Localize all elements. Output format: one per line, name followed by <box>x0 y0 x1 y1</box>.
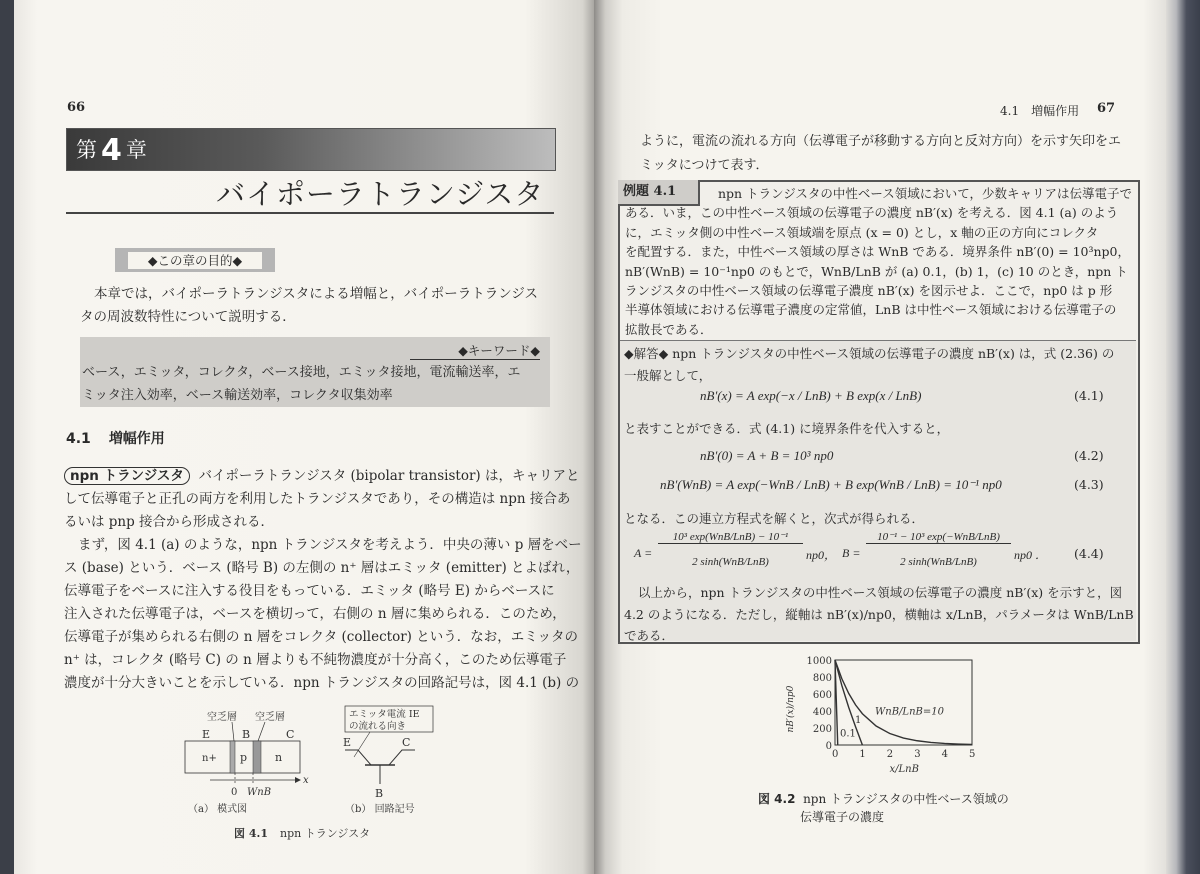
body-text <box>64 465 582 695</box>
figure-4-2-caption <box>758 790 1009 807</box>
region-n: n <box>275 751 283 764</box>
text-line: 一般解として， <box>624 367 712 383</box>
chapter-title: バイポーラトランジスタ <box>216 177 545 211</box>
text-line: ミッタにつけて表す． <box>640 158 769 173</box>
label-C: C <box>286 728 295 741</box>
page-number-right: 67 <box>1097 101 1116 116</box>
equation-number-4-1: (4.1) <box>1074 388 1104 403</box>
caption-line-1: npn トランジスタの中性ベース領域の <box>803 792 1009 806</box>
x-axis-label: x/LnB <box>889 764 919 775</box>
subcaption-b: （b） 回路記号 <box>345 804 415 815</box>
keyword-list <box>82 361 521 407</box>
series-annotation: WnB/LnB=10 <box>875 706 944 718</box>
text-line: 注入された伝導電子は，ベースを横切って，右側の n 層に集められる．このため， <box>64 606 566 622</box>
example-text <box>625 184 1132 339</box>
x-tick-label: 2 <box>886 749 894 760</box>
text-line: るいは pnp 接合から形成される． <box>64 514 275 530</box>
running-head: 4.1 増幅作用 <box>1000 104 1080 118</box>
equation-4-3: nB′(WnB) = A exp(−WnB / LnB) + B exp(WnB / LnB) = 10⁻¹ np0 <box>660 477 1002 492</box>
callout-line-1: エミッタ電流 IE <box>349 709 420 720</box>
figure-4-2-chart <box>770 650 990 780</box>
page-number-left: 66 <box>67 100 86 115</box>
x-tick-label: 3 <box>914 749 921 760</box>
keyword-tag: npn トランジスタ <box>64 467 190 485</box>
example-label: 例題 4.1 <box>618 180 700 206</box>
section-title: 増幅作用 <box>108 431 165 447</box>
symbol-E: E <box>343 736 352 749</box>
text-line: 4.2 のようになる．ただし，縦軸は nB′(x)/np0，横軸は x/LnB，パラメータは WnB/LnB <box>624 606 1134 622</box>
subcaption-a: （a） 模式図 <box>188 804 248 815</box>
conclusion-text <box>624 582 1134 647</box>
x-tick-label: 4 <box>941 749 948 760</box>
y-tick-label: 400 <box>812 707 832 718</box>
chapter-prefix: 第 <box>76 138 97 162</box>
figure-4-1-caption: npn トランジスタ <box>280 827 371 840</box>
equation-number-4-3: (4.3) <box>1074 477 1104 492</box>
equation-4-1: nB′(x) = A exp(−x / LnB) + B exp(x / LnB) <box>700 388 922 403</box>
eq-B-numerator: 10⁻¹ − 10³ exp(−WnB/LnB) <box>866 530 1011 544</box>
region-n-plus: n+ <box>202 753 217 764</box>
text-line: ように，電流の流れる方向（伝導電子が移動する方向と反対方向）を示す矢印をエ <box>640 134 1122 149</box>
section-number: 4.1 <box>66 431 91 447</box>
eq-B-tail: np0 ． <box>1014 548 1048 562</box>
text-line: タの周波数特性について説明する． <box>80 309 296 325</box>
label-B: B <box>242 728 251 741</box>
text-line: 濃度が十分大きいことを示している．npn トランジスタの回路記号は，図 4.1 (b) の <box>64 675 580 691</box>
text-line: まず，図 4.1 (a) のような，npn トランジスタを考えよう．中央の薄い p 層をベー <box>78 537 582 553</box>
text-line: ランジスタの中性ベース領域の伝導電子濃度 nB′(x) を図示せよ．ここで，np0 は p 形 <box>625 283 1113 299</box>
text-line: バイポーラトランジスタ (bipolar transistor) は，キャリアと <box>198 468 580 484</box>
text-line: に，エミッタ側の中性ベース領域端を原点 (x = 0) とし，x 軸の正の方向にコレクタ <box>625 224 1099 240</box>
y-tick-label: 1000 <box>806 656 832 667</box>
x-tick-label: 5 <box>969 749 976 760</box>
eq-A-lhs: A = <box>634 546 653 560</box>
text-line: 本章では，バイポーラトランジスタによる増幅と，バイポーラトランジス <box>94 286 539 302</box>
equation-4-2: nB′(0) = A + B = 10³ np0 <box>700 448 834 463</box>
eq-A-numerator: 10³ exp(WnB/LnB) − 10⁻¹ <box>658 530 803 544</box>
eq-B-lhs: B = <box>842 546 861 560</box>
text-line: ある．いま，この中性ベース領域の伝導電子の濃度 nB′(x) を考える．図 4.1 (a) のよう <box>625 205 1119 221</box>
text-line: 伝導電子をベースに注入する役目をもっている．エミッタ (略号 E) からベースに <box>64 583 555 599</box>
depletion-label-left: 空乏層 <box>207 712 237 723</box>
region-p: p <box>240 751 248 764</box>
schematic-diagram <box>185 710 309 815</box>
chapter-rule <box>66 212 554 214</box>
chapter-number: 4 <box>101 133 122 168</box>
axis-x-label: x <box>303 775 309 786</box>
answer-text <box>624 343 1114 386</box>
text-line: 拡散長である． <box>625 321 713 337</box>
figure-4-2-caption-2: 伝導電子の濃度 <box>800 810 885 824</box>
y-tick-label: 600 <box>812 690 832 701</box>
text-line: ◆解答◆ npn トランジスタの中性ベース領域の伝導電子の濃度 nB′(x) は，式 (2.36) の <box>624 346 1115 361</box>
eq-A-tail: np0， <box>806 548 837 562</box>
equation-number-4-4: (4.4) <box>1074 546 1104 561</box>
depletion-label-right: 空乏層 <box>255 712 285 723</box>
mid-text-1: と表すことができる．式 (4.1) に境界条件を代入すると， <box>624 421 950 436</box>
text-line: である． <box>624 628 675 644</box>
y-axis-label: nB′(x)/np0 <box>786 685 796 733</box>
equation-4-4 <box>634 530 1054 580</box>
figure-4-1 <box>170 700 470 850</box>
chapter-suffix: 章 <box>125 138 147 162</box>
text-line: 以上から，npn トランジスタの中性ベース領域の伝導電子の濃度 nB′(x) を示すと，図 <box>638 585 1123 600</box>
figure-4-1-number: 図 4.1 <box>234 827 268 840</box>
symbol-C: C <box>402 736 411 749</box>
tick-0: 0 <box>231 787 238 798</box>
text-line: を配置する．また，中性ベース領域の厚さは WnB である．境界条件 nB′(0) = 10³np0， <box>625 244 1131 260</box>
callout-line-2: の流れる向き <box>349 721 407 732</box>
x-tick-label: 1 <box>859 749 866 760</box>
circuit-symbol <box>343 706 433 815</box>
text-line: して伝導電子と正孔の両方を利用したトランジスタであり，その構造は npn 接合あ <box>64 491 571 507</box>
label-E: E <box>202 728 211 741</box>
text-line: 伝導電子が集められる右側の n 層をコレクタ (collector) という．なお，エミッタの <box>64 629 578 645</box>
text-line: ス (base) という．ベース (略号 B) の左側の n⁺ 層はエミッタ (emitter) とよばれ， <box>64 560 580 576</box>
page-edge-background <box>1166 0 1200 874</box>
text-line: n⁺ は，コレクタ (略号 C) の n 層よりも不純物濃度が十分高く，このため伝導電子 <box>64 652 567 668</box>
keyword-heading: ◆キーワード◆ <box>410 341 540 360</box>
y-tick-label: 800 <box>812 673 832 684</box>
text-line: 半導体領域における伝導電子濃度の定常値，LnB は中性ベース領域における伝導電子の <box>625 302 1117 318</box>
text-line: ミッタ注入効率，ベース輸送効率，コレクタ収集効率 <box>82 388 393 403</box>
text-line: ベース，エミッタ，コレクタ，ベース接地，エミッタ接地，電流輸送率，エ <box>82 365 521 380</box>
text-line: npn トランジスタの中性ベース領域において，少数キャリアは伝導電子で <box>718 186 1133 201</box>
y-tick-label: 200 <box>812 724 832 735</box>
equation-number-4-2: (4.2) <box>1074 448 1104 463</box>
tick-WnB: WnB <box>247 787 272 798</box>
symbol-B: B <box>375 787 384 800</box>
eq-B-denominator: 2 sinh(WnB/LnB) <box>900 556 977 568</box>
chapter-label <box>76 133 147 168</box>
aim-heading: ◆この章の目的◆ <box>128 252 262 269</box>
series-annotation: 0.1 <box>840 728 856 740</box>
section-heading <box>66 428 183 448</box>
text-line: nB′(WnB) = 10⁻¹np0 のもとで，WnB/LnB が (a) 0.1，(b) 1，(c) 10 のとき，npn ト <box>625 263 1128 279</box>
aim-text <box>80 283 538 329</box>
mid-text-2: となる．この連立方程式を解くと，次式が得られる． <box>624 511 925 526</box>
series-annotation: 1 <box>855 714 862 726</box>
x-tick-label: 0 <box>832 749 839 760</box>
y-tick-label: 0 <box>825 741 832 752</box>
figure-4-2-number: 図 4.2 <box>758 792 796 806</box>
intro-text <box>640 130 1121 178</box>
eq-A-denominator: 2 sinh(WnB/LnB) <box>692 556 769 568</box>
